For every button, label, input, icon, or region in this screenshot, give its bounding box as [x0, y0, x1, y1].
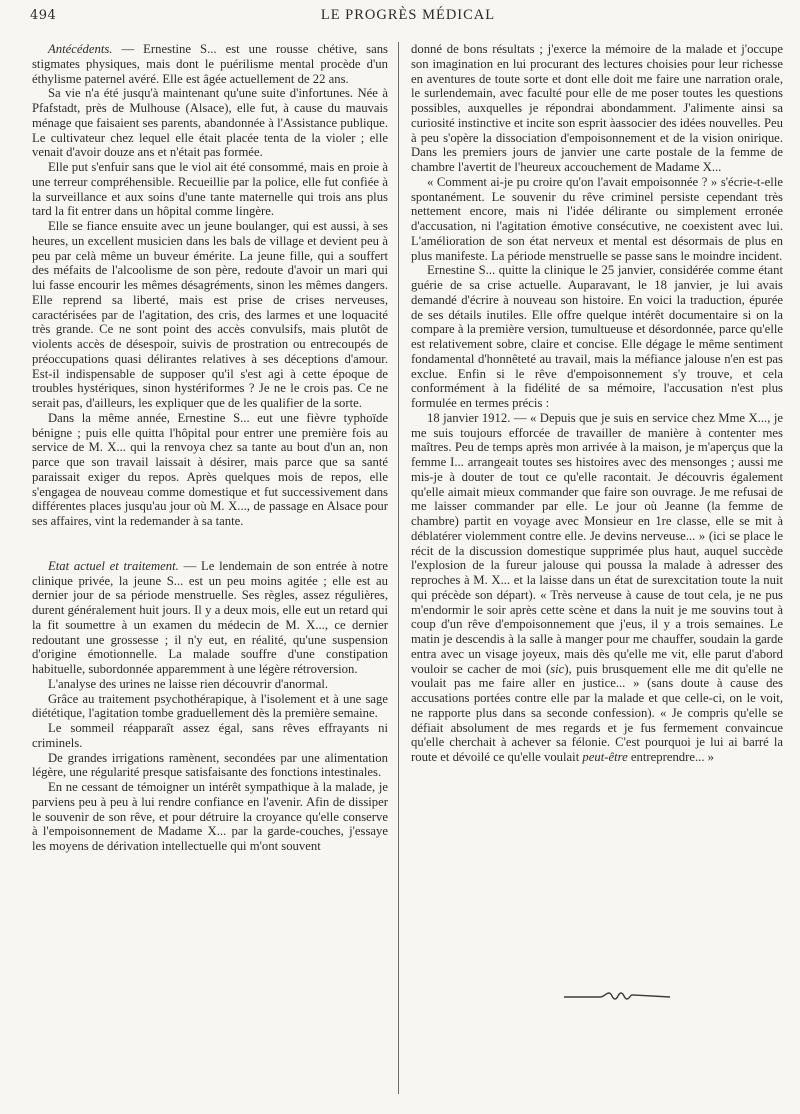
page-number: 494 [30, 7, 57, 23]
sic-emphasis: sic [550, 661, 565, 676]
section-gap [32, 529, 388, 559]
paragraph: Ernestine S... quitte la clinique le 25 janvier, considérée comme étant guérie de sa crise actuelle. Auparavant, le 18 janvier, je lui avais demandé d'écrire à nouveau son histoire. En voici la traduction, épurée de ses détails inutiles. Elle offre quelque intérêt documentaire si on la compare à la première version, tumultueuse et désordonnée, parce qu'elle est relativement sobre, claire et concise. Elle dégage le même sentiment fondamental d'honnêteté au travail, mais la méfiance jalouse n'en est pas exclue. Enfin si le rêve d'empoisonnement s'y trouve, et cela conformément à la fidélité de sa mémoire, l'accusation n'est plus formulée en termes précis : [411, 263, 783, 410]
column-divider [398, 42, 399, 1094]
paragraph: Elle put s'enfuir sans que le viol ait été consommé, mais en proie à une terreur compréhensible. Recueillie par la police, elle fut confiée à la surveillance et aux soins d'une tante maternelle qui trois ans plus tard la fit entrer dans un hôpital comme lingère. [32, 160, 388, 219]
section-lead-antecedents: Antécédents. [48, 42, 113, 56]
paragraph: « Comment ai-je pu croire qu'on l'avait empoisonnée ? » s'écrie-t-elle spontanément. Le souvenir du rêve criminel persiste cependant très nettement encore, mais ni l'idée délirante ou simplement erronée d'accusation, ni l'agitation émotive consécutive, ne coexistent avec lui. L'amélioration de son état nerveux et mental est désormais de plus en plus manifeste. La période menstruelle se passe sans le moindre incident. [411, 174, 783, 263]
paragraph: Grâce au traitement psychothérapique, à l'isolement et à une sage diététique, l'agitation tombe graduellement dès la première semaine. [32, 691, 388, 721]
section-lead-etat-actuel: Etat actuel et traitement. [48, 558, 179, 573]
paragraph-text: — Le lendemain de son entrée à notre clinique privée, la jeune S... est un peu moins agitée ; elle est au dernier jour de sa période menstruelle. Ses règles, assez régulières, durent généralement huit jours. Il y a deux mois, elle eut un retard qui la fit soumettre à un examen du médecin de M. X..., ce dernier redoutant une grossesse ; il n'y eut, en réalité, qu'une suspension d'origine émotionnelle. La malade souffre d'une constipation habituelle, subordonnée apparemment à une légère rétroversion. [32, 558, 389, 676]
right-column [411, 42, 783, 1100]
paragraph-text: — Ernestine S... est une rousse chétive, sans stigmates physiques, mais dont le puérilisme mental procède d'un éthylisme paternel avéré. Elle est âgée actuellement de 22 ans. [32, 42, 388, 86]
paragraph-etat-actuel [32, 559, 388, 677]
paragraph-letter [411, 411, 783, 765]
paragraph: Elle se fiance ensuite avec un jeune boulanger, qui est aussi, à ses heures, un excellent musicien dans les bals de village et devient peu à peu par celà même un buveur émérite. La jeune fille, qui a souffert des méfaits de l'alcoolisme de son père, redoute d'avoir un mari qui lui fasse encourir les mêmes désagréments, sinon les mêmes dangers. Elle reprend sa liberté, mais est prise de crises nerveuses, caractérisées par de l'agitation, des cris, des larmes et une loquacité très grande. Ce ne sont point des accès convulsifs, mais plutôt de violents accès de désespoir, suivis de prostration ou entrecoupés de préoccupations quasi délirantes relatives à ses déceptions d'amour. Est-il indispensable de supposer qu'il s'est agi à cette époque de troubles hystériques, sinon hystériformes ? Je ne le crois pas. Ce ne serait pas, d'ailleurs, les expliquer que de les qualifier de la sorte. [32, 219, 388, 410]
paragraph-antecedents [32, 42, 388, 86]
paragraph: De grandes irrigations ramènent, secondées par une alimentation légère, une régularité presque satisfaisante des fonctions intestinales. [32, 750, 388, 780]
letter-text: entreprendre... » [627, 750, 715, 764]
page-header [30, 3, 786, 27]
paragraph-continued: donné de bons résultats ; j'exerce la mémoire de la malade et j'occupe son imagination en lui procurant des lectures choisies pour leur richesse en aventures de toute sorte et dont elle doit me faire une narration orale, le surlendemain, avec faculté pour elle de me poser toutes les questions possibles, auxquelles je répondrai abondamment. J'alimente ainsi sa curiosité instinctive et incite son esprit àassocier des idées nouvelles. Peu à peu s'opère la dissociation d'empoisonnement et de la vision onirique. Dans les premiers jours de janvier une carte postale de la femme de chambre l'avertit de l'heureux accouchement de Madame X... [411, 42, 783, 174]
paragraph: En ne cessant de témoigner un intérêt sympathique à la malade, je parviens peu à peu à lui rendre confiance en l'avenir. Afin de dissiper le souvenir de son rêve, et pour détruire la croyance qu'elle conserve à l'empoisonnement de Madame X... par la garde-couches, j'essaye les moyens de dérivation intellectuelle qui m'ont souvent [32, 780, 388, 853]
letter-text: ), puis brusquement elle me dit qu'elle ne voulait pas me faire aller en justice... » (sans doute à cause des accusations portées contre elle par la malade et que celle-ci, on le voit, ne rapporte plus dans sa seconde confession). « Je compris qu'elle se défiait absolument de mes regards et je fus fermement convaincue qu'elle cherchait à achever sa félonie. C'est pourquoi je lui ai barré la route et dévoilé ce qu'elle voulait [411, 661, 783, 764]
paragraph: L'analyse des urines ne laisse rien découvrir d'anormal. [48, 676, 329, 691]
left-column [32, 42, 388, 1100]
paragraph: Sa vie n'a été jusqu'à maintenant qu'une suite d'infortunes. Née à Pfafstadt, près de Mulhouse (Alsace), elle fut, à cause du mauvais ménage que faisaient ses parents, abandonnée à l'Assistance publique. Le cultivateur chez lequel elle était placée tenta de la violer ; elle venait d'avoir douze ans et n'était pas formée. [32, 86, 388, 160]
paragraph: Dans la même année, Ernestine S... eut une fièvre typhoïde bénigne ; puis elle quitta l'hôpital pour entrer une première fois au service de M. X... qui la renvoya chez sa tante au bout d'un an, non parce que son travail laissait à désirer, mais parce que sa santé paraissait exiger du repos. Après quelques mois de repos, elle s'engagea de nouveau comme domestique et fut successivement dans différentes places jusqu'au jour où M. X..., de passage en Alsace pour ses affaires, vint la redemander à sa tante. [32, 410, 388, 528]
peut-etre-emphasis: peut-être [582, 750, 628, 764]
letter-text: 18 janvier 1912. — « Depuis que je suis en service chez Mme X..., je me suis toujours efforcée de travailler de manière à contenter mes maîtres. Peu de temps après mon arrivée à la maison, je m'aperçus que la femme I... arrangeait toutes ses histoires avec des mensonges ; aussi me mis-je à douter de tout ce qu'elle racontait. Je découvris également qu'elle aimait mieux commander que faire son ouvrage. Je me refusai de me laisser commander par elle. Le jour où Jeanne (la femme de chambre) partit en voyage avec Monsieur en 1re classe, elle se mit à déblatérer violemment contre elle. Je devins nerveuse... » (ici se place le récit de la discussion domestique supprimée plus haut, auquel succède l'explosion de la fureur jalouse qui poussa la malade à adresser des reproches à M. X... et la laisse dans un état de surexcitation toute la nuit qui précède son départ). « Très nerveuse à cause de tout cela, je ne pus m'endormir le soir après cette scène et dans la nuit je me souvins tout à coup d'un rêve d'empoisonnement que j'eus, il y a trois semaines. Le matin je descendis à la salle à manger pour me chauffer, soudain la garde entra avec un visage joyeux, mais dès qu'elle me vit, elle parut d'abord vouloir se cacher de moi ( [411, 410, 783, 676]
paragraph: Le sommeil réapparaît assez égal, sans rêves effrayants ni criminels. [32, 721, 388, 750]
running-title: LE PROGRÈS MÉDICAL [320, 6, 496, 23]
end-flourish-ornament [562, 986, 672, 1006]
